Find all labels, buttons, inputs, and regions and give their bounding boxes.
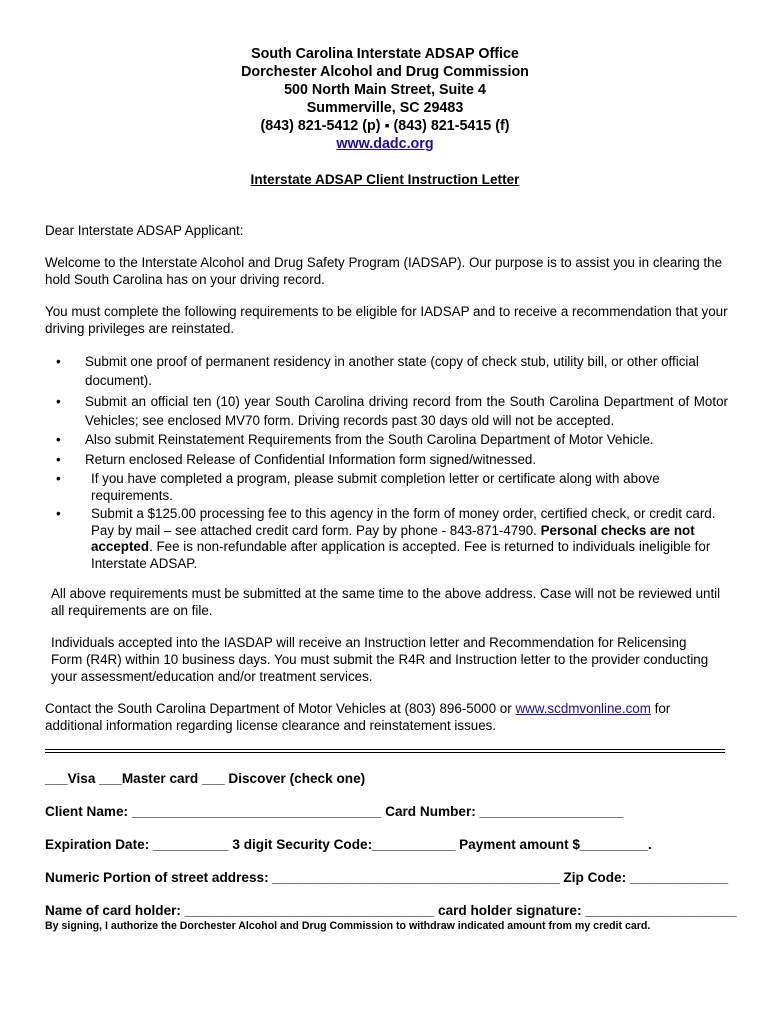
requirements-intro <box>45 303 735 337</box>
list-item-text: Return enclosed Release of Confidential Information form signed/witnessed. <box>85 452 537 467</box>
list-item <box>56 506 728 572</box>
requirements-list <box>56 352 728 572</box>
list-item <box>56 431 728 448</box>
letter-title: Interstate ADSAP Client Instruction Letter <box>250 172 520 187</box>
bullet-icon: • <box>56 354 61 369</box>
greeting <box>45 222 735 239</box>
divider <box>45 752 725 753</box>
commission-name: Dorchester Alcohol and Drug Commission <box>241 64 529 80</box>
submit-same-time-paragraph <box>51 585 731 619</box>
list-item <box>56 451 728 468</box>
bullet-icon: • <box>56 432 61 447</box>
personal-checks-warning: Personal checks are not accepted <box>91 522 695 554</box>
letterhead <box>0 45 770 189</box>
fee-refund-text: . Fee is non-refundable after application is accepted. Fee is returned to individuals ineligible for Interstate ADSAP. <box>91 539 711 571</box>
phone-fax: (843) 821-5412 (p) ▪ (843) 821-5415 (f) <box>260 118 510 134</box>
divider <box>45 749 725 750</box>
bullet-icon: • <box>56 471 61 486</box>
website-link[interactable]: www.dadc.org <box>336 136 434 152</box>
list-item <box>56 352 728 390</box>
contact-text <box>45 700 710 734</box>
bullet-icon: • <box>56 452 61 467</box>
city-state-zip: Summerville, SC 29483 <box>306 100 464 116</box>
street-address: 500 North Main Street, Suite 4 <box>284 82 486 98</box>
greeting-text: Dear Interstate ADSAP Applicant: <box>45 223 244 238</box>
contact-paragraph <box>45 700 710 734</box>
list-item <box>56 471 728 504</box>
list-item-text: Submit one proof of permanent residency in another state (copy of check stub, utility bill, or other official document). <box>85 354 699 388</box>
client-name-row[interactable]: Client Name: _________________________________ Card Number: ___________________ <box>45 804 624 819</box>
bullet-icon: • <box>56 506 61 521</box>
acceptance-paragraph <box>51 634 721 685</box>
street-address-row[interactable]: Numeric Portion of street address: ______________________________________ Zip Code: _____________ <box>45 870 729 885</box>
acceptance-text: Individuals accepted into the IASDAP will receive an Instruction letter and Recommendation for Relicensing Form (R4R) within 10 business days. You must submit the R4R and Instruction letter to the provider conducting your assessment/education and/or treatment services. <box>51 635 709 684</box>
office-name: South Carolina Interstate ADSAP Office <box>251 46 519 62</box>
authorization-note: By signing, I authorize the Dorchester Alcohol and Drug Commission to withdraw indicated amount from my credit card. <box>45 920 651 932</box>
bullet-icon: • <box>56 394 61 409</box>
expiration-row[interactable]: Expiration Date: __________ 3 digit Security Code:___________ Payment amount $_________. <box>45 837 652 852</box>
fee-item-text <box>91 506 728 572</box>
contact-suffix: for additional information regarding license clearance and reinstatement issues. <box>45 701 671 733</box>
welcome-text: Welcome to the Interstate Alcohol and Drug Safety Program (IADSAP). Our purpose is to assist you in clearing the hold South Carolina has on your driving record. <box>45 255 723 287</box>
list-item-text: Also submit Reinstatement Requirements from the South Carolina Department of Motor Vehicle. <box>85 432 654 447</box>
list-item <box>56 392 728 430</box>
list-item-text: If you have completed a program, please submit completion letter or certificate along with above requirements. <box>91 471 660 503</box>
contact-prefix: Contact the South Carolina Department of Motor Vehicles at (803) 896-5000 or <box>45 701 516 716</box>
scdmv-link[interactable]: www.scdmvonline.com <box>515 701 651 716</box>
requirements-intro-text: You must complete the following requirements to be eligible for IADSAP and to receive a recommendation that your driving privileges are reinstated. <box>45 304 728 336</box>
list-item-text: Submit an official ten (10) year South Carolina driving record from the South Carolina Department of Motor Vehicles; see enclosed MV70 form. Driving records past 30 days old will not be accepted. <box>85 394 728 428</box>
card-holder-row[interactable]: Name of card holder: _________________________________ card holder signature: ____________________ <box>45 903 737 918</box>
fee-text: Submit a $125.00 processing fee to this agency in the form of money order, certified check, or credit card. Pay by mail – see attached credit card form. Pay by phone - 843-871-4790. <box>91 506 716 538</box>
card-type-row[interactable]: ___Visa ___Master card ___ Discover (check one) <box>45 771 366 786</box>
same-time-text: All above requirements must be submitted at the same time to the above address. Case will not be reviewed until all requirements are on file. <box>51 586 721 618</box>
welcome-paragraph <box>45 254 735 288</box>
